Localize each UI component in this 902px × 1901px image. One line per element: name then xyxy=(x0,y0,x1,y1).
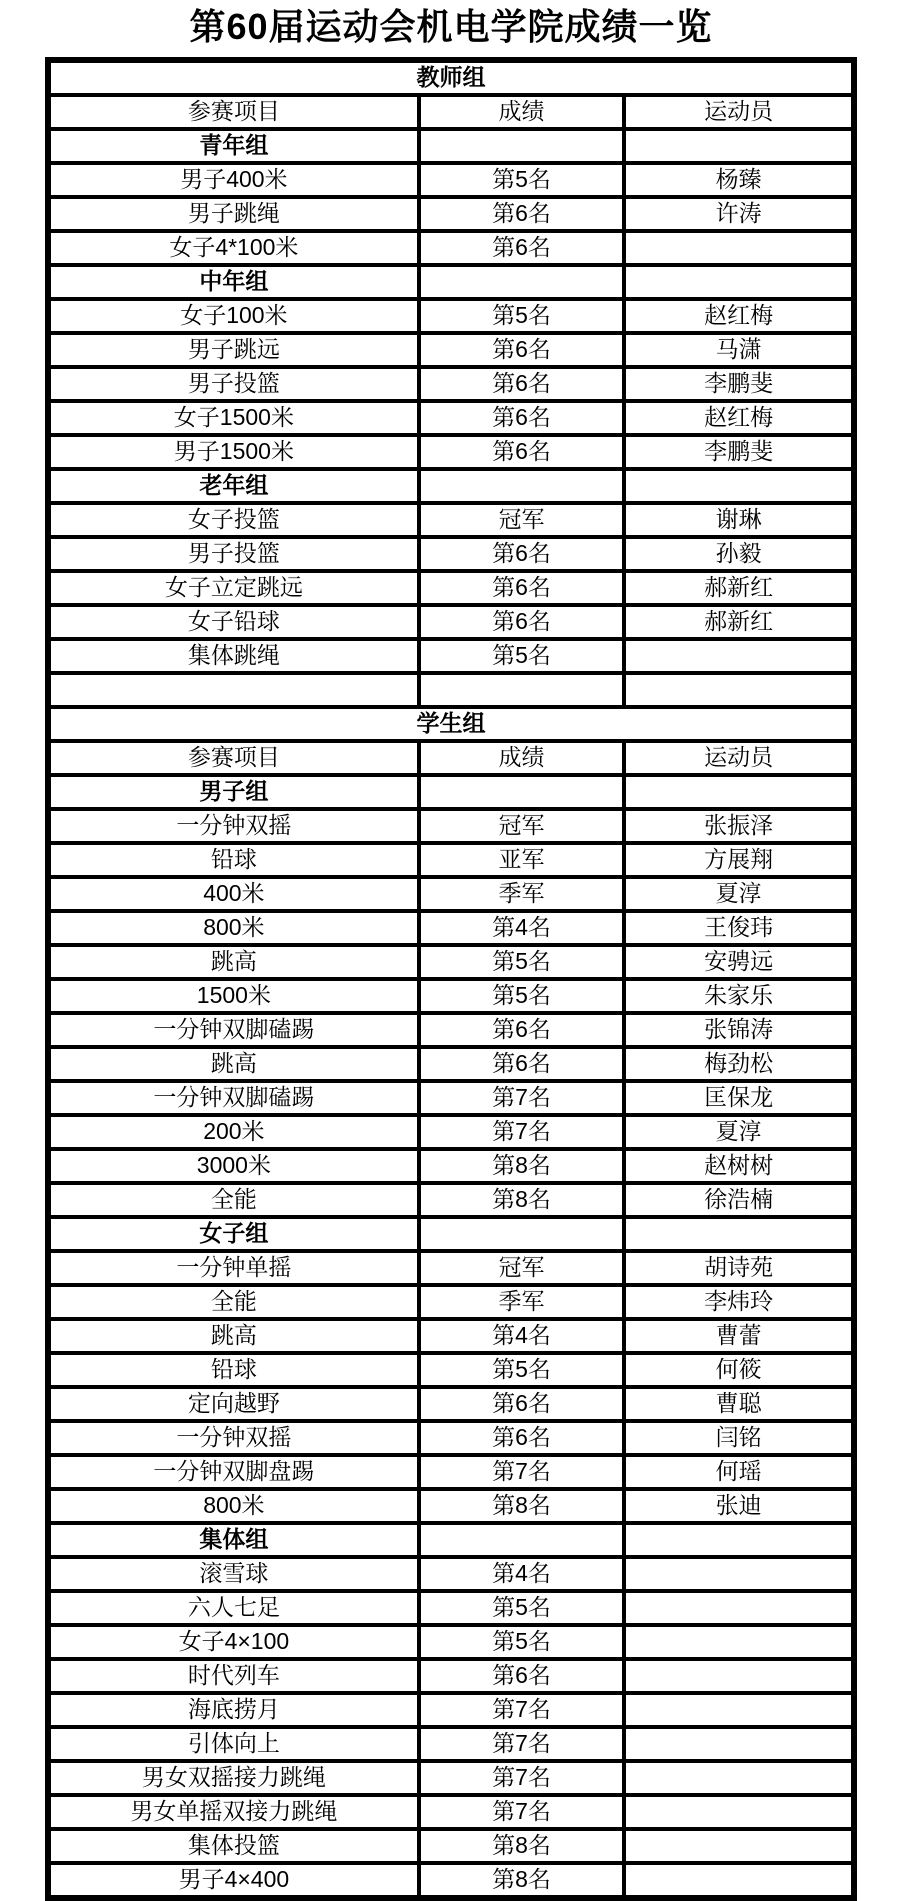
table-row xyxy=(48,605,854,639)
event-cell: 时代列车 xyxy=(48,1659,419,1693)
event-cell: 男子1500米 xyxy=(48,435,419,469)
athlete-cell: 郝新红 xyxy=(624,571,854,605)
group-title: 学生组 xyxy=(48,707,854,741)
result-cell xyxy=(419,469,625,503)
event-cell: 女子4×100 xyxy=(48,1625,419,1659)
event-cell: 男子400米 xyxy=(48,163,419,197)
event-cell: 全能 xyxy=(48,1285,419,1319)
event-cell: 跳高 xyxy=(48,1319,419,1353)
table-row xyxy=(48,1319,854,1353)
athlete-cell: 杨臻 xyxy=(624,163,854,197)
event-cell: 跳高 xyxy=(48,1047,419,1081)
athlete-cell: 王俊玮 xyxy=(624,911,854,945)
event-cell: 引体向上 xyxy=(48,1727,419,1761)
athlete-cell: 李炜玲 xyxy=(624,1285,854,1319)
athlete-cell xyxy=(624,1795,854,1829)
athlete-cell xyxy=(624,469,854,503)
result-cell: 第7名 xyxy=(419,1795,625,1829)
subgroup-row xyxy=(48,775,854,809)
athlete-cell xyxy=(624,1217,854,1251)
table-row xyxy=(48,911,854,945)
column-header: 参赛项目 xyxy=(48,95,419,129)
group-title-row xyxy=(48,60,854,95)
table-row xyxy=(48,673,854,707)
result-cell: 第8名 xyxy=(419,1489,625,1523)
athlete-cell: 马潇 xyxy=(624,333,854,367)
event-cell: 集体组 xyxy=(48,1523,419,1557)
result-cell: 冠军 xyxy=(419,503,625,537)
event-cell: 女子立定跳远 xyxy=(48,571,419,605)
table-row xyxy=(48,809,854,843)
result-cell: 第5名 xyxy=(419,945,625,979)
result-cell xyxy=(419,265,625,299)
athlete-cell: 何瑶 xyxy=(624,1455,854,1489)
table-row xyxy=(48,571,854,605)
event-cell: 六人七足 xyxy=(48,1591,419,1625)
event-cell: 男子跳远 xyxy=(48,333,419,367)
table-row xyxy=(48,877,854,911)
event-cell: 一分钟双脚磕踢 xyxy=(48,1013,419,1047)
result-cell xyxy=(419,129,625,163)
result-cell xyxy=(419,673,625,707)
column-header: 运动员 xyxy=(624,741,854,775)
result-cell: 第6名 xyxy=(419,1659,625,1693)
table-row xyxy=(48,367,854,401)
table-row xyxy=(48,1795,854,1829)
event-cell: 集体跳绳 xyxy=(48,639,419,673)
event-cell: 男子投篮 xyxy=(48,537,419,571)
athlete-cell: 张锦涛 xyxy=(624,1013,854,1047)
table-row xyxy=(48,1761,854,1795)
result-cell: 季军 xyxy=(419,877,625,911)
event-cell: 女子铅球 xyxy=(48,605,419,639)
table-row xyxy=(48,639,854,673)
result-cell: 第5名 xyxy=(419,163,625,197)
table-row xyxy=(48,1149,854,1183)
event-cell: 跳高 xyxy=(48,945,419,979)
table-row xyxy=(48,163,854,197)
result-cell xyxy=(419,775,625,809)
column-header: 运动员 xyxy=(624,95,854,129)
event-cell: 女子100米 xyxy=(48,299,419,333)
column-header-row xyxy=(48,95,854,129)
result-cell: 冠军 xyxy=(419,1251,625,1285)
event-cell: 男子组 xyxy=(48,775,419,809)
athlete-cell: 许涛 xyxy=(624,197,854,231)
table-row xyxy=(48,1115,854,1149)
page-title: 第60届运动会机电学院成绩一览 xyxy=(189,6,713,47)
table-row xyxy=(48,1421,854,1455)
athlete-cell: 何筱 xyxy=(624,1353,854,1387)
athlete-cell: 胡诗苑 xyxy=(624,1251,854,1285)
table-row xyxy=(48,1081,854,1115)
subgroup-row xyxy=(48,1217,854,1251)
results-table xyxy=(45,57,857,1901)
event-cell: 男女单摇双接力跳绳 xyxy=(48,1795,419,1829)
table-row xyxy=(48,1625,854,1659)
table-row xyxy=(48,1013,854,1047)
event-cell: 中年组 xyxy=(48,265,419,299)
athlete-cell xyxy=(624,1625,854,1659)
event-cell: 200米 xyxy=(48,1115,419,1149)
event-cell: 400米 xyxy=(48,877,419,911)
athlete-cell xyxy=(624,1727,854,1761)
event-cell: 女子1500米 xyxy=(48,401,419,435)
event-cell: 男子跳绳 xyxy=(48,197,419,231)
event-cell: 滚雪球 xyxy=(48,1557,419,1591)
table-row xyxy=(48,537,854,571)
result-cell: 第8名 xyxy=(419,1829,625,1863)
event-cell: 青年组 xyxy=(48,129,419,163)
table-row xyxy=(48,197,854,231)
group-title: 教师组 xyxy=(48,60,854,95)
athlete-cell xyxy=(624,1761,854,1795)
result-cell: 第5名 xyxy=(419,1625,625,1659)
event-cell: 集体投篮 xyxy=(48,1829,419,1863)
event-cell: 一分钟单摇 xyxy=(48,1251,419,1285)
result-cell: 第6名 xyxy=(419,1421,625,1455)
result-cell xyxy=(419,1523,625,1557)
result-cell: 第5名 xyxy=(419,1353,625,1387)
result-cell: 第8名 xyxy=(419,1863,625,1898)
event-cell: 海底捞月 xyxy=(48,1693,419,1727)
event-cell: 800米 xyxy=(48,911,419,945)
athlete-cell: 张迪 xyxy=(624,1489,854,1523)
athlete-cell xyxy=(624,775,854,809)
athlete-cell: 徐浩楠 xyxy=(624,1183,854,1217)
event-cell: 一分钟双脚盘踢 xyxy=(48,1455,419,1489)
athlete-cell xyxy=(624,1829,854,1863)
result-cell: 冠军 xyxy=(419,809,625,843)
result-cell: 第7名 xyxy=(419,1455,625,1489)
result-cell: 第6名 xyxy=(419,1013,625,1047)
result-cell: 第6名 xyxy=(419,571,625,605)
table-row xyxy=(48,299,854,333)
table-row xyxy=(48,401,854,435)
table-row xyxy=(48,979,854,1013)
result-cell: 季军 xyxy=(419,1285,625,1319)
athlete-cell: 谢琳 xyxy=(624,503,854,537)
athlete-cell: 孙毅 xyxy=(624,537,854,571)
athlete-cell xyxy=(624,1863,854,1898)
result-cell: 第7名 xyxy=(419,1727,625,1761)
athlete-cell: 方展翔 xyxy=(624,843,854,877)
athlete-cell: 赵树树 xyxy=(624,1149,854,1183)
result-cell: 第8名 xyxy=(419,1183,625,1217)
athlete-cell: 赵红梅 xyxy=(624,401,854,435)
event-cell: 女子投篮 xyxy=(48,503,419,537)
athlete-cell: 李鹏斐 xyxy=(624,367,854,401)
event-cell: 铅球 xyxy=(48,843,419,877)
event-cell: 一分钟双摇 xyxy=(48,1421,419,1455)
athlete-cell: 梅劲松 xyxy=(624,1047,854,1081)
column-header: 成绩 xyxy=(419,741,625,775)
column-header-row xyxy=(48,741,854,775)
results-table-body xyxy=(48,60,854,1898)
table-row xyxy=(48,1829,854,1863)
result-cell: 第6名 xyxy=(419,197,625,231)
result-cell xyxy=(419,1217,625,1251)
group-title-row xyxy=(48,707,854,741)
athlete-cell: 闫铭 xyxy=(624,1421,854,1455)
table-row xyxy=(48,1353,854,1387)
event-cell: 铅球 xyxy=(48,1353,419,1387)
table-row xyxy=(48,1591,854,1625)
event-cell: 3000米 xyxy=(48,1149,419,1183)
table-row xyxy=(48,1863,854,1898)
result-cell: 第5名 xyxy=(419,1591,625,1625)
event-cell: 女子4*100米 xyxy=(48,231,419,265)
table-row xyxy=(48,1489,854,1523)
event-cell: 定向越野 xyxy=(48,1387,419,1421)
subgroup-row xyxy=(48,265,854,299)
subgroup-row xyxy=(48,129,854,163)
column-header: 成绩 xyxy=(419,95,625,129)
table-row xyxy=(48,503,854,537)
result-cell: 第6名 xyxy=(419,333,625,367)
event-cell: 全能 xyxy=(48,1183,419,1217)
table-row xyxy=(48,1659,854,1693)
table-row xyxy=(48,1557,854,1591)
table-row xyxy=(48,945,854,979)
subgroup-row xyxy=(48,469,854,503)
result-cell: 第7名 xyxy=(419,1693,625,1727)
result-cell: 第8名 xyxy=(419,1149,625,1183)
table-row xyxy=(48,1387,854,1421)
column-header: 参赛项目 xyxy=(48,741,419,775)
event-cell: 女子组 xyxy=(48,1217,419,1251)
table-row xyxy=(48,435,854,469)
table-row xyxy=(48,1693,854,1727)
table-row xyxy=(48,1727,854,1761)
result-cell: 第6名 xyxy=(419,231,625,265)
result-cell: 第7名 xyxy=(419,1761,625,1795)
table-row xyxy=(48,333,854,367)
table-row xyxy=(48,1047,854,1081)
subgroup-row xyxy=(48,1523,854,1557)
result-cell: 第7名 xyxy=(419,1081,625,1115)
event-cell xyxy=(48,673,419,707)
result-cell: 第6名 xyxy=(419,435,625,469)
athlete-cell xyxy=(624,639,854,673)
athlete-cell xyxy=(624,129,854,163)
result-cell: 亚军 xyxy=(419,843,625,877)
athlete-cell xyxy=(624,1523,854,1557)
table-row xyxy=(48,1285,854,1319)
table-row xyxy=(48,843,854,877)
event-cell: 一分钟双脚磕踢 xyxy=(48,1081,419,1115)
result-cell: 第5名 xyxy=(419,299,625,333)
event-cell: 1500米 xyxy=(48,979,419,1013)
result-cell: 第7名 xyxy=(419,1115,625,1149)
table-row xyxy=(48,231,854,265)
athlete-cell xyxy=(624,1557,854,1591)
result-cell: 第4名 xyxy=(419,911,625,945)
athlete-cell: 曹蕾 xyxy=(624,1319,854,1353)
result-cell: 第6名 xyxy=(419,367,625,401)
athlete-cell xyxy=(624,1591,854,1625)
table-row xyxy=(48,1455,854,1489)
athlete-cell: 安骋远 xyxy=(624,945,854,979)
athlete-cell: 李鹏斐 xyxy=(624,435,854,469)
athlete-cell: 夏淳 xyxy=(624,1115,854,1149)
result-cell: 第6名 xyxy=(419,1047,625,1081)
athlete-cell xyxy=(624,673,854,707)
table-row xyxy=(48,1183,854,1217)
event-cell: 一分钟双摇 xyxy=(48,809,419,843)
athlete-cell: 朱家乐 xyxy=(624,979,854,1013)
athlete-cell xyxy=(624,1693,854,1727)
result-cell: 第4名 xyxy=(419,1557,625,1591)
table-row xyxy=(48,1251,854,1285)
event-cell: 800米 xyxy=(48,1489,419,1523)
result-cell: 第6名 xyxy=(419,1387,625,1421)
athlete-cell xyxy=(624,231,854,265)
athlete-cell: 匡保龙 xyxy=(624,1081,854,1115)
athlete-cell xyxy=(624,265,854,299)
athlete-cell: 郝新红 xyxy=(624,605,854,639)
result-cell: 第6名 xyxy=(419,537,625,571)
athlete-cell xyxy=(624,1659,854,1693)
result-cell: 第4名 xyxy=(419,1319,625,1353)
event-cell: 老年组 xyxy=(48,469,419,503)
athlete-cell: 曹聪 xyxy=(624,1387,854,1421)
result-cell: 第6名 xyxy=(419,401,625,435)
result-cell: 第6名 xyxy=(419,605,625,639)
result-cell: 第5名 xyxy=(419,639,625,673)
athlete-cell: 夏淳 xyxy=(624,877,854,911)
athlete-cell: 张振泽 xyxy=(624,809,854,843)
result-cell: 第5名 xyxy=(419,979,625,1013)
athlete-cell: 赵红梅 xyxy=(624,299,854,333)
event-cell: 男子4×400 xyxy=(48,1863,419,1898)
event-cell: 男女双摇接力跳绳 xyxy=(48,1761,419,1795)
event-cell: 男子投篮 xyxy=(48,367,419,401)
